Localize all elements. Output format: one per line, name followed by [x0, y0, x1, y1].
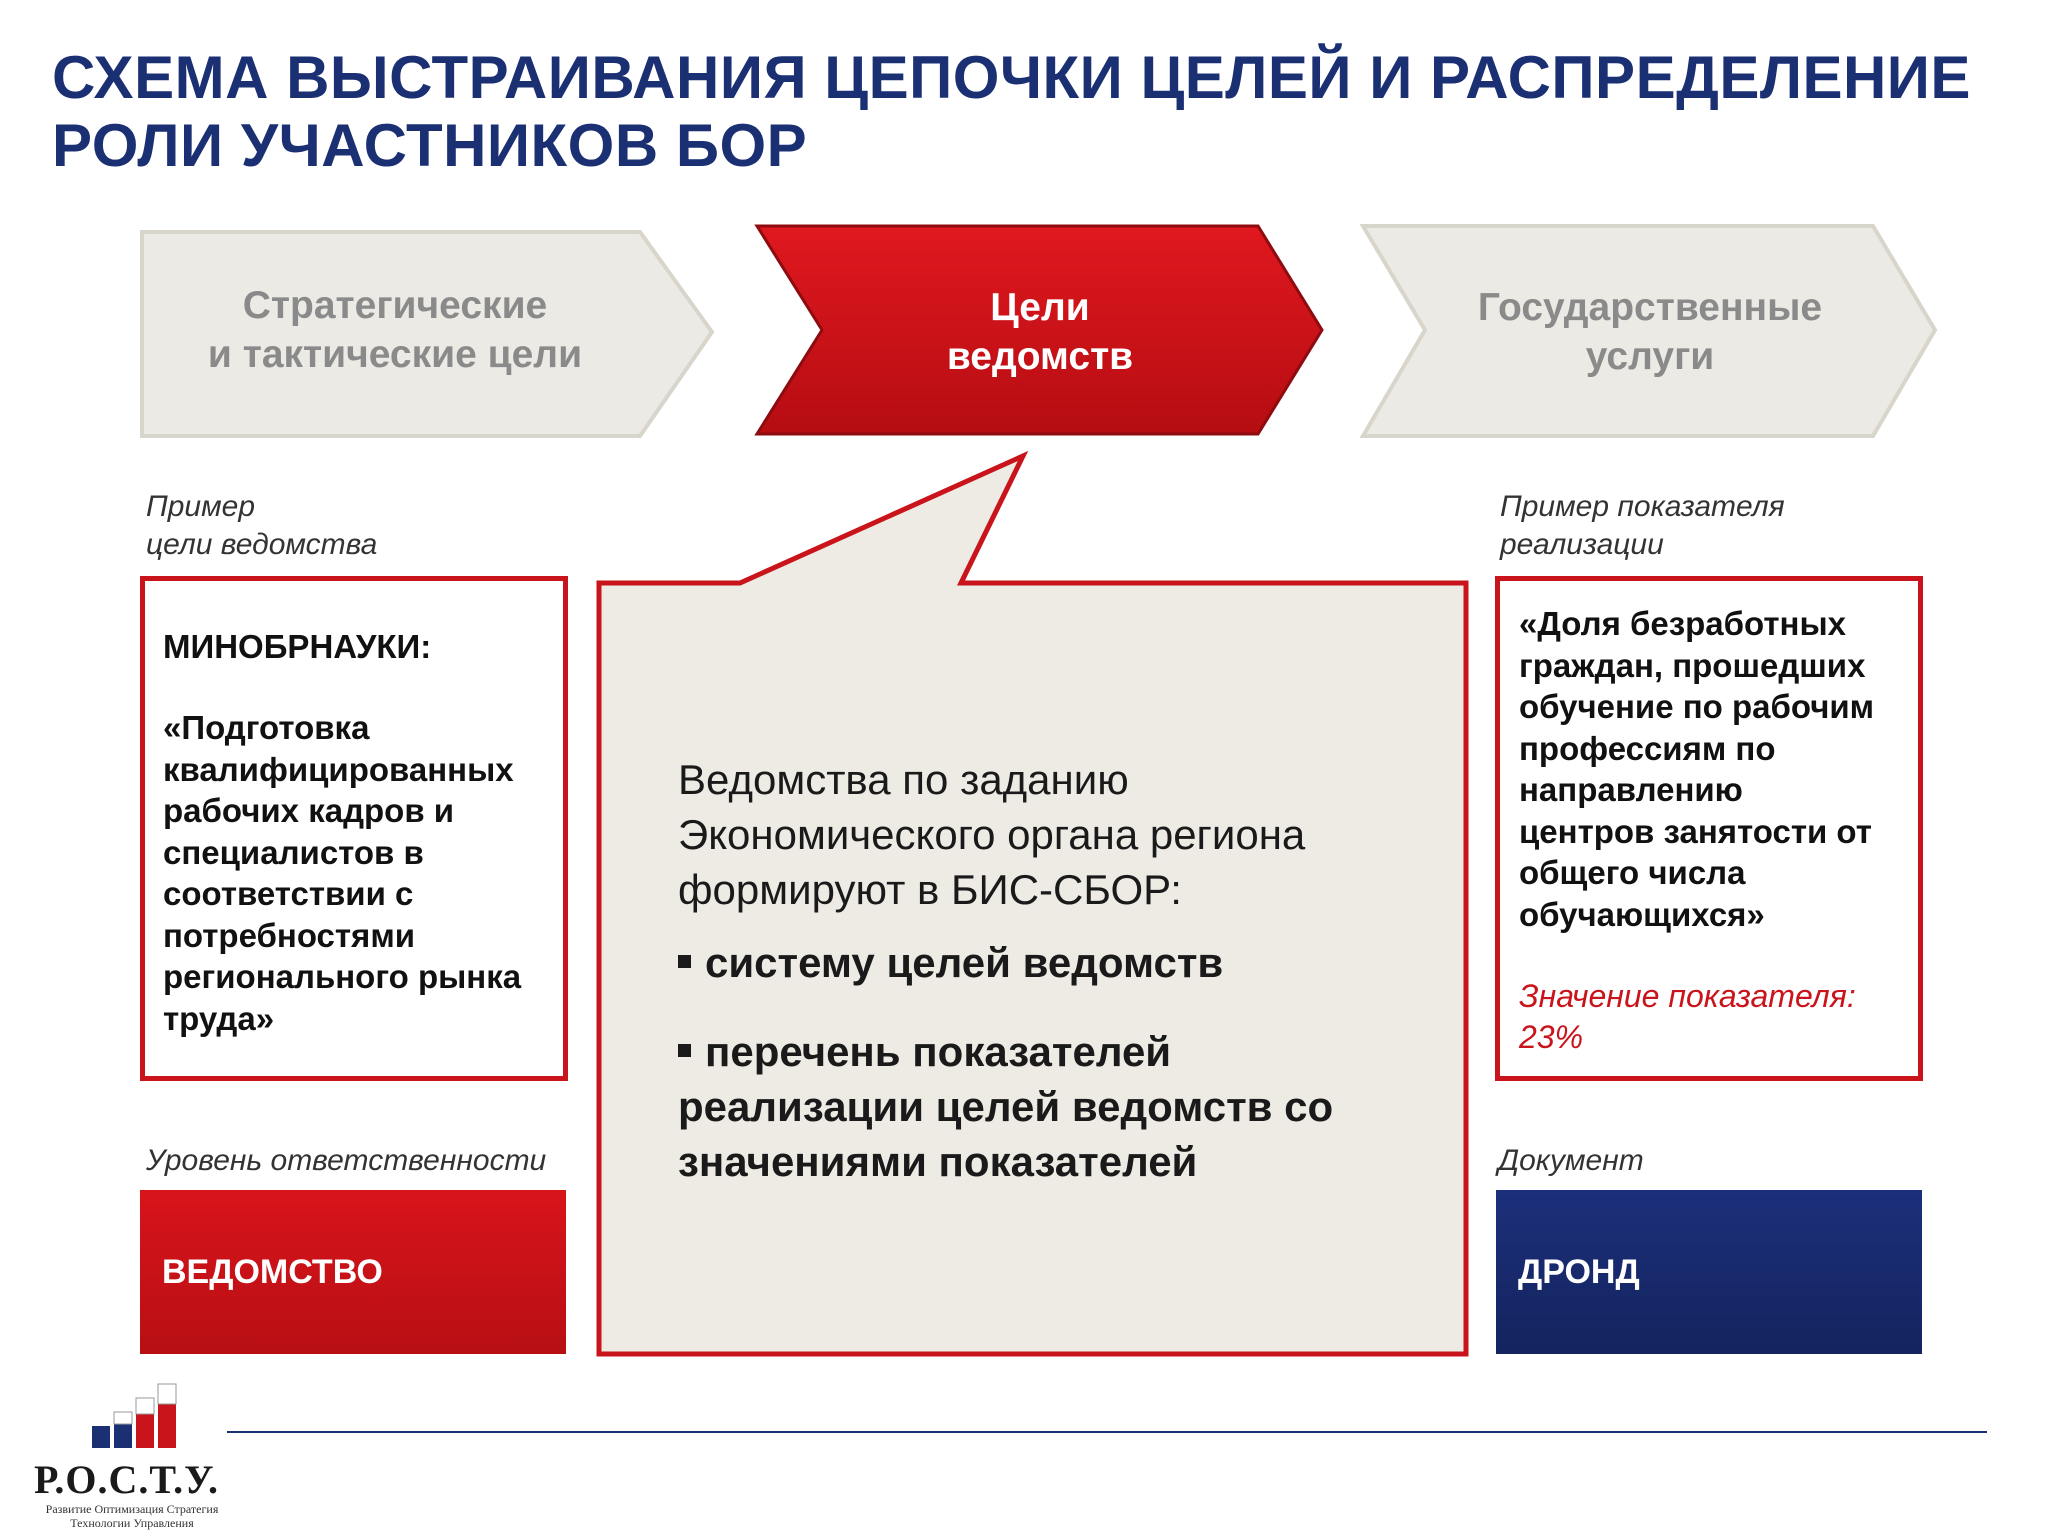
agency-org-name: МИНОБРНАУКИ:	[163, 628, 432, 665]
footer-divider	[227, 1431, 1987, 1433]
title-line-2: РОЛИ УЧАСТНИКОВ БОР	[52, 112, 808, 179]
indicator-value: Значение показателя: 23%	[1519, 978, 1856, 1055]
indicator-text: «Доля безработных граждан, прошедших обучение по рабочим профессиям по направлению центров занятости от общего числа обучающихся»	[1519, 605, 1875, 933]
bullet-icon	[678, 1044, 691, 1057]
logo-bars-icon	[90, 1382, 180, 1452]
responsibility-level-value: ВЕДОМСТВО	[140, 1190, 566, 1354]
logo-subtitle: Развитие Оптимизация Стратегия Технологии Управления	[45, 1502, 219, 1530]
left-caption: Пример цели ведомства	[146, 490, 378, 561]
bullet-indicator-list: перечень показателей реализации целей ведомств со значениями показателей	[678, 1028, 1334, 1185]
responsibility-level-caption: Уровень ответственности	[146, 1144, 547, 1177]
logo-name: Р.О.С.Т.У.	[34, 1457, 219, 1502]
document-caption: Документ	[1498, 1144, 1644, 1177]
chevron-agency-goals-label: Цели ведомств	[946, 286, 1134, 378]
right-caption: Пример показателя реализации	[1500, 490, 1785, 561]
title-line-1: СХЕМА ВЫСТРАИВАНИЯ ЦЕПОЧКИ ЦЕЛЕЙ И РАСПРЕДЕЛЕНИЕ	[52, 44, 1971, 111]
document-value: ДРОНД	[1496, 1190, 1922, 1354]
bullet-icon	[678, 955, 691, 968]
bullet-goal-system: систему целей ведомств	[678, 935, 1223, 990]
bubble-intro: Ведомства по заданию Экономического органа региона формируют в БИС-СБОР:	[678, 756, 1306, 913]
chevron-public-services-label: Государственные услуги	[1477, 286, 1823, 378]
chevron-strategic-label: Стратегические и тактические цели	[207, 284, 583, 376]
agency-goal-text: «Подготовка квалифицированных рабочих кадров и специалистов в соответствии с потребностями регионального рынка труда»	[163, 709, 522, 1037]
